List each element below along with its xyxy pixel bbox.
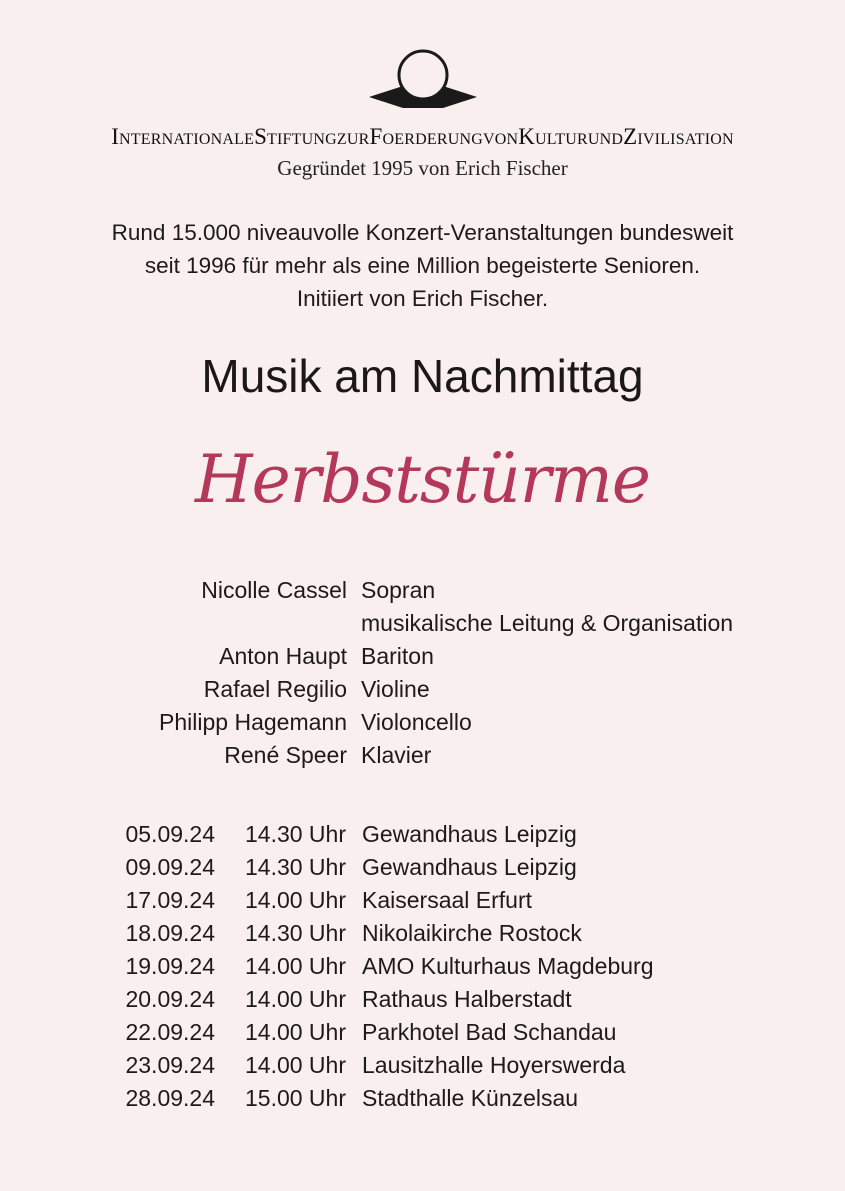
date-row (0, 851, 845, 884)
performer-name: Rafael Regilio (203, 676, 347, 702)
intro-text (0, 216, 845, 315)
date-row (0, 1049, 845, 1082)
cast-row (0, 706, 845, 739)
concert-venue: Gewandhaus Leipzig (362, 854, 577, 880)
concert-date: 18.09.24 (125, 920, 215, 946)
concert-time: 14.00 Uhr (244, 887, 346, 913)
concert-venue: AMO Kulturhaus Magdeburg (362, 953, 654, 979)
performer-name: Nicolle Cassel (201, 577, 347, 603)
intro-line: seit 1996 für mehr als eine Million begeisterte Senioren. (144, 253, 701, 278)
date-row (0, 818, 845, 851)
performer-role: Bariton (361, 643, 434, 669)
performer-role: Klavier (361, 742, 432, 768)
concert-venue: Kaisersaal Erfurt (362, 887, 533, 913)
concert-time: 15.00 Uhr (244, 1085, 346, 1111)
date-row (0, 917, 845, 950)
performer-role: Violoncello (361, 709, 472, 735)
foundation-name-text: InternationaleStiftungzurFoerderungvonKulturundZivilisation (111, 124, 734, 149)
concert-venue: Nikolaikirche Rostock (362, 920, 582, 946)
concert-venue: Parkhotel Bad Schandau (362, 1019, 617, 1045)
concert-venue: Stadthalle Künzelsau (362, 1085, 579, 1111)
foundation-name (0, 124, 845, 150)
founded-line: Gegründet 1995 von Erich Fischer (277, 156, 568, 180)
concert-venue: Rathaus Halberstadt (362, 986, 572, 1012)
concert-date: 19.09.24 (125, 953, 215, 979)
concert-date: 23.09.24 (125, 1052, 215, 1078)
concert-time: 14.00 Uhr (244, 1052, 346, 1078)
date-row (0, 983, 845, 1016)
performer-role: Sopran (361, 577, 436, 603)
concert-time: 14.00 Uhr (244, 953, 346, 979)
cast-row (0, 673, 845, 706)
concert-date: 17.09.24 (125, 887, 215, 913)
intro-line: Initiiert von Erich Fischer. (296, 286, 549, 311)
performer-role: musikalische Leitung & Organisation (361, 610, 734, 636)
series-title: Musik am Nachmittag (201, 350, 644, 402)
cast-row (0, 574, 845, 607)
cast-row (0, 739, 845, 772)
date-row (0, 1082, 845, 1115)
concert-date: 22.09.24 (125, 1019, 215, 1045)
date-row (0, 1016, 845, 1049)
concert-time: 14.00 Uhr (244, 986, 346, 1012)
concert-dates (0, 818, 845, 1115)
concert-venue: Gewandhaus Leipzig (362, 821, 577, 847)
concert-date: 28.09.24 (125, 1085, 215, 1111)
date-row (0, 950, 845, 983)
foundation-logo (369, 48, 477, 114)
cast-row (0, 640, 845, 673)
concert-time: 14.30 Uhr (244, 821, 346, 847)
concert-date: 05.09.24 (125, 821, 215, 847)
intro-line: Rund 15.000 niveauvolle Konzert-Veranstaltungen bundesweit (111, 220, 734, 245)
concert-date: 09.09.24 (125, 854, 215, 880)
date-row (0, 884, 845, 917)
performer-role: Violine (361, 676, 430, 702)
performer-name: René Speer (224, 742, 347, 768)
cast-row (0, 607, 845, 640)
program-title: Herbststürme (195, 441, 650, 518)
performer-name: Anton Haupt (219, 643, 347, 669)
performer-name: Philipp Hagemann (159, 709, 347, 735)
concert-time: 14.00 Uhr (244, 1019, 346, 1045)
cast-list (0, 574, 845, 772)
concert-time: 14.30 Uhr (244, 854, 346, 880)
concert-time: 14.30 Uhr (244, 920, 346, 946)
concert-venue: Lausitzhalle Hoyerswerda (362, 1052, 626, 1078)
concert-date: 20.09.24 (125, 986, 215, 1012)
